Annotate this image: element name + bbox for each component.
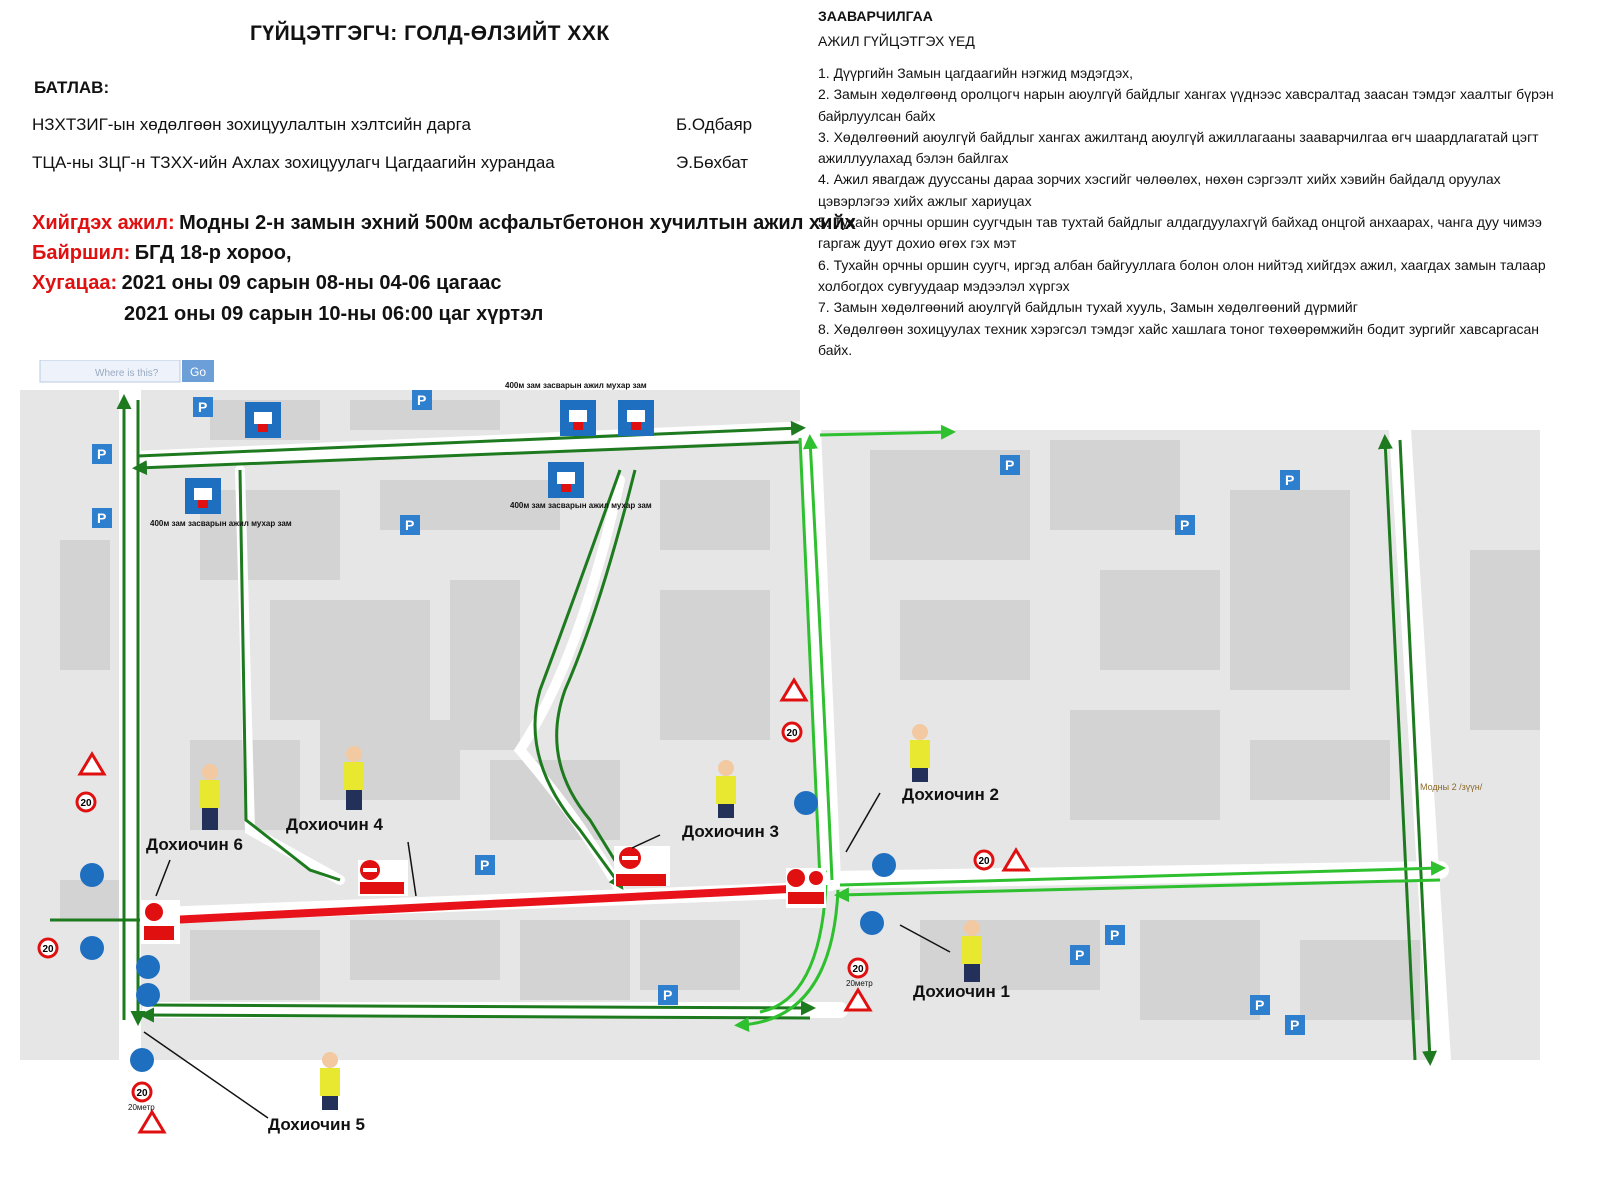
svg-text:20: 20 [42, 944, 54, 955]
approver-2-position: ТЦА-ны ЗЦГ-н ТЗХХ-ийн Ахлах зохицуулагч Цагдаагийн хурандаа [32, 153, 555, 172]
instructions-subtitle: АЖИЛ ГҮЙЦЭТГЭХ ҮЕД [818, 33, 975, 49]
sign-caption: 400м зам засварын ажил мухар зам [510, 501, 652, 510]
approver-1-position: НЗХТЗИГ-ын хөдөлгөөн зохицуулалтын хэлтсийн дарга [32, 115, 471, 134]
flagger-icon [962, 920, 982, 982]
approver-2-name: Э.Бөхбат [676, 153, 749, 172]
dead-end-sign-icon [560, 400, 596, 436]
map-search-button-label: Go [190, 365, 207, 379]
time-line [32, 272, 501, 295]
flagger-label: Дохиочин 5 [268, 1115, 365, 1134]
parking-icon [1250, 995, 1270, 1015]
svg-text:20: 20 [978, 856, 990, 867]
svg-text:P: P [1180, 517, 1190, 533]
speed-limit-icon [975, 851, 993, 869]
distance-caption: 20метр [846, 979, 873, 988]
approver-1-name: Б.Одбаяр [676, 115, 753, 134]
parking-icon [1070, 945, 1090, 965]
parking-icon [1105, 925, 1125, 945]
instruction-item: 3. Хөдөлгөөний аюулгүй байдлыг хангах ажилтанд аюулгүй ажиллагааны зааварчилгаа өгч шаардлагатай цэгт ажиллуулахад бэлэн байлгах [818, 128, 1539, 167]
direction-sign-icon [136, 983, 160, 1007]
time-value-start: 2021 оны 09 сарын 08-ны 04-06 цагаас [121, 272, 502, 294]
dead-end-sign-icon [548, 462, 584, 498]
instruction-item: 4. Ажил явагдаж дууссаны дараа зорчих хэсгийг чөлөөлөх, нөхөн сэргээлт хийх хэвийн байдалд оруулах цэвэрлэгээ хийх ажлыг хариуцах [818, 171, 1501, 209]
no-entry-sign-icon [358, 860, 408, 896]
parking-icon [92, 444, 112, 464]
parking-icon [193, 397, 213, 417]
svg-text:P: P [405, 517, 415, 533]
parking-icon [1285, 1015, 1305, 1035]
time-label: Хугацаа: [32, 272, 118, 294]
svg-text:P: P [417, 392, 427, 408]
parking-icon [1280, 470, 1300, 490]
svg-text:P: P [1285, 472, 1295, 488]
svg-text:20: 20 [136, 1088, 148, 1099]
flagger-icon [344, 746, 364, 810]
dead-end-sign-icon [245, 402, 281, 438]
no-entry-sign-icon [140, 900, 180, 944]
flagger-label: Дохиочин 3 [682, 822, 779, 841]
work-value: Модны 2-н замын эхний 500м асфальтбетонон хучилтын ажил хийх [179, 212, 856, 234]
flagger-icon [200, 764, 220, 830]
svg-text:P: P [1075, 947, 1085, 963]
parking-icon [412, 390, 432, 410]
svg-text:P: P [97, 510, 107, 526]
instruction-item: 1. Дүүргийн Замын цагдаагийн нэгжид мэдэгдэх, [818, 65, 1133, 81]
svg-text:20: 20 [80, 798, 92, 809]
location-label: Байршил: [32, 242, 131, 264]
approve-title: БАТЛАВ: [34, 78, 110, 97]
svg-text:P: P [198, 399, 208, 415]
map-mask [800, 360, 1560, 430]
direction-sign-icon [860, 911, 884, 935]
contractor-title: ГҮЙЦЭТГЭГЧ: ГОЛД-ӨЛЗИЙТ ХХК [250, 22, 610, 45]
parking-icon [1000, 455, 1020, 475]
instruction-item: 7. Замын хөдөлгөөний аюулгүй байдлын тухай хууль, Замын хөдөлгөөний дүрмийг [818, 299, 1358, 316]
svg-text:P: P [663, 987, 673, 1003]
svg-text:P: P [480, 857, 490, 873]
svg-text:20: 20 [852, 964, 864, 975]
svg-text:P: P [1290, 1017, 1300, 1033]
flagger-label: Дохиочин 6 [146, 835, 243, 854]
speed-limit-icon [39, 939, 57, 957]
direction-sign-icon [872, 853, 896, 877]
speed-limit-icon [133, 1083, 151, 1101]
dead-end-sign-icon [618, 400, 654, 436]
svg-text:P: P [1255, 997, 1265, 1013]
svg-text:20: 20 [786, 728, 798, 739]
flagger-icon [910, 724, 930, 782]
svg-text:P: P [1110, 927, 1120, 943]
street-label: Модны 2 /зүүн/ [1420, 782, 1483, 792]
map-search[interactable] [40, 360, 214, 382]
flagger-icon [320, 1052, 340, 1110]
instruction-item: 5. Тухайн орчны оршин суугчдын тав тухтай байдлыг алдагдуулахгүй байхад онцгой анхаарах, чанга дуу чимээ гаргаж дуут дохио өгөх гэх мэт [818, 214, 1542, 252]
location-value: БГД 18-р хороо, [134, 242, 292, 264]
route-map[interactable] [20, 360, 1580, 1190]
work-line [32, 212, 856, 235]
sign-caption: 400м зам засварын ажил мухар зам [505, 381, 647, 390]
speed-limit-icon [77, 793, 95, 811]
map-search-placeholder: Where is this? [95, 368, 159, 379]
parking-icon [475, 855, 495, 875]
direction-sign-icon [80, 863, 104, 887]
time-value-end: 2021 оны 09 сарын 10-ны 06:00 цаг хүртэл [124, 303, 544, 325]
dead-end-sign-icon [185, 478, 221, 514]
no-entry-sign-icon [614, 846, 670, 886]
flagger-label: Дохиочин 1 [913, 982, 1010, 1001]
direction-sign-icon [80, 936, 104, 960]
direction-sign-icon [130, 1048, 154, 1072]
direction-sign-icon [794, 791, 818, 815]
speed-limit-icon [783, 723, 801, 741]
parking-icon [92, 508, 112, 528]
instruction-item: 2. Замын хөдөлгөөнд оролцогч нарын аюулгүй байдлыг хангах үүднээс хавсралтад заасан тэмдэг хаалтыг бүрэн байрлуулсан байх [818, 86, 1554, 124]
svg-text:P: P [1005, 457, 1015, 473]
no-entry-sign-icon [786, 868, 826, 908]
instruction-item: 8. Хөдөлгөөн зохицуулах техник хэрэгсэл тэмдэг хайс хашлага тоног төхөөрөмжийн бодит зургийг хавсаргасан байх. [818, 320, 1540, 358]
location-line [32, 242, 292, 265]
flagger-icon [716, 760, 736, 818]
roadworks-triangle-icon [140, 1112, 164, 1132]
svg-text:P: P [97, 446, 107, 462]
instruction-item: 6. Тухайн орчны оршин суугч, иргэд албан байгууллага болон олон нийтэд хийгдэх ажил, хаагдах замын талаар холбогдох сувгуудаар мэдээлэл хүргэх [818, 256, 1546, 294]
distance-caption: 20метр [128, 1103, 155, 1112]
sign-caption: 400м зам засварын ажил мухар зам [150, 519, 292, 528]
flagger-label: Дохиочин 4 [286, 815, 383, 834]
parking-icon [1175, 515, 1195, 535]
flagger-label: Дохиочин 2 [902, 785, 999, 804]
instructions-list [818, 63, 1558, 361]
work-label: Хийгдэх ажил: [32, 212, 175, 234]
instructions-title: ЗААВАРЧИЛГАА [818, 8, 933, 24]
parking-icon [400, 515, 420, 535]
speed-limit-icon [849, 959, 867, 977]
parking-icon [658, 985, 678, 1005]
direction-sign-icon [136, 955, 160, 979]
